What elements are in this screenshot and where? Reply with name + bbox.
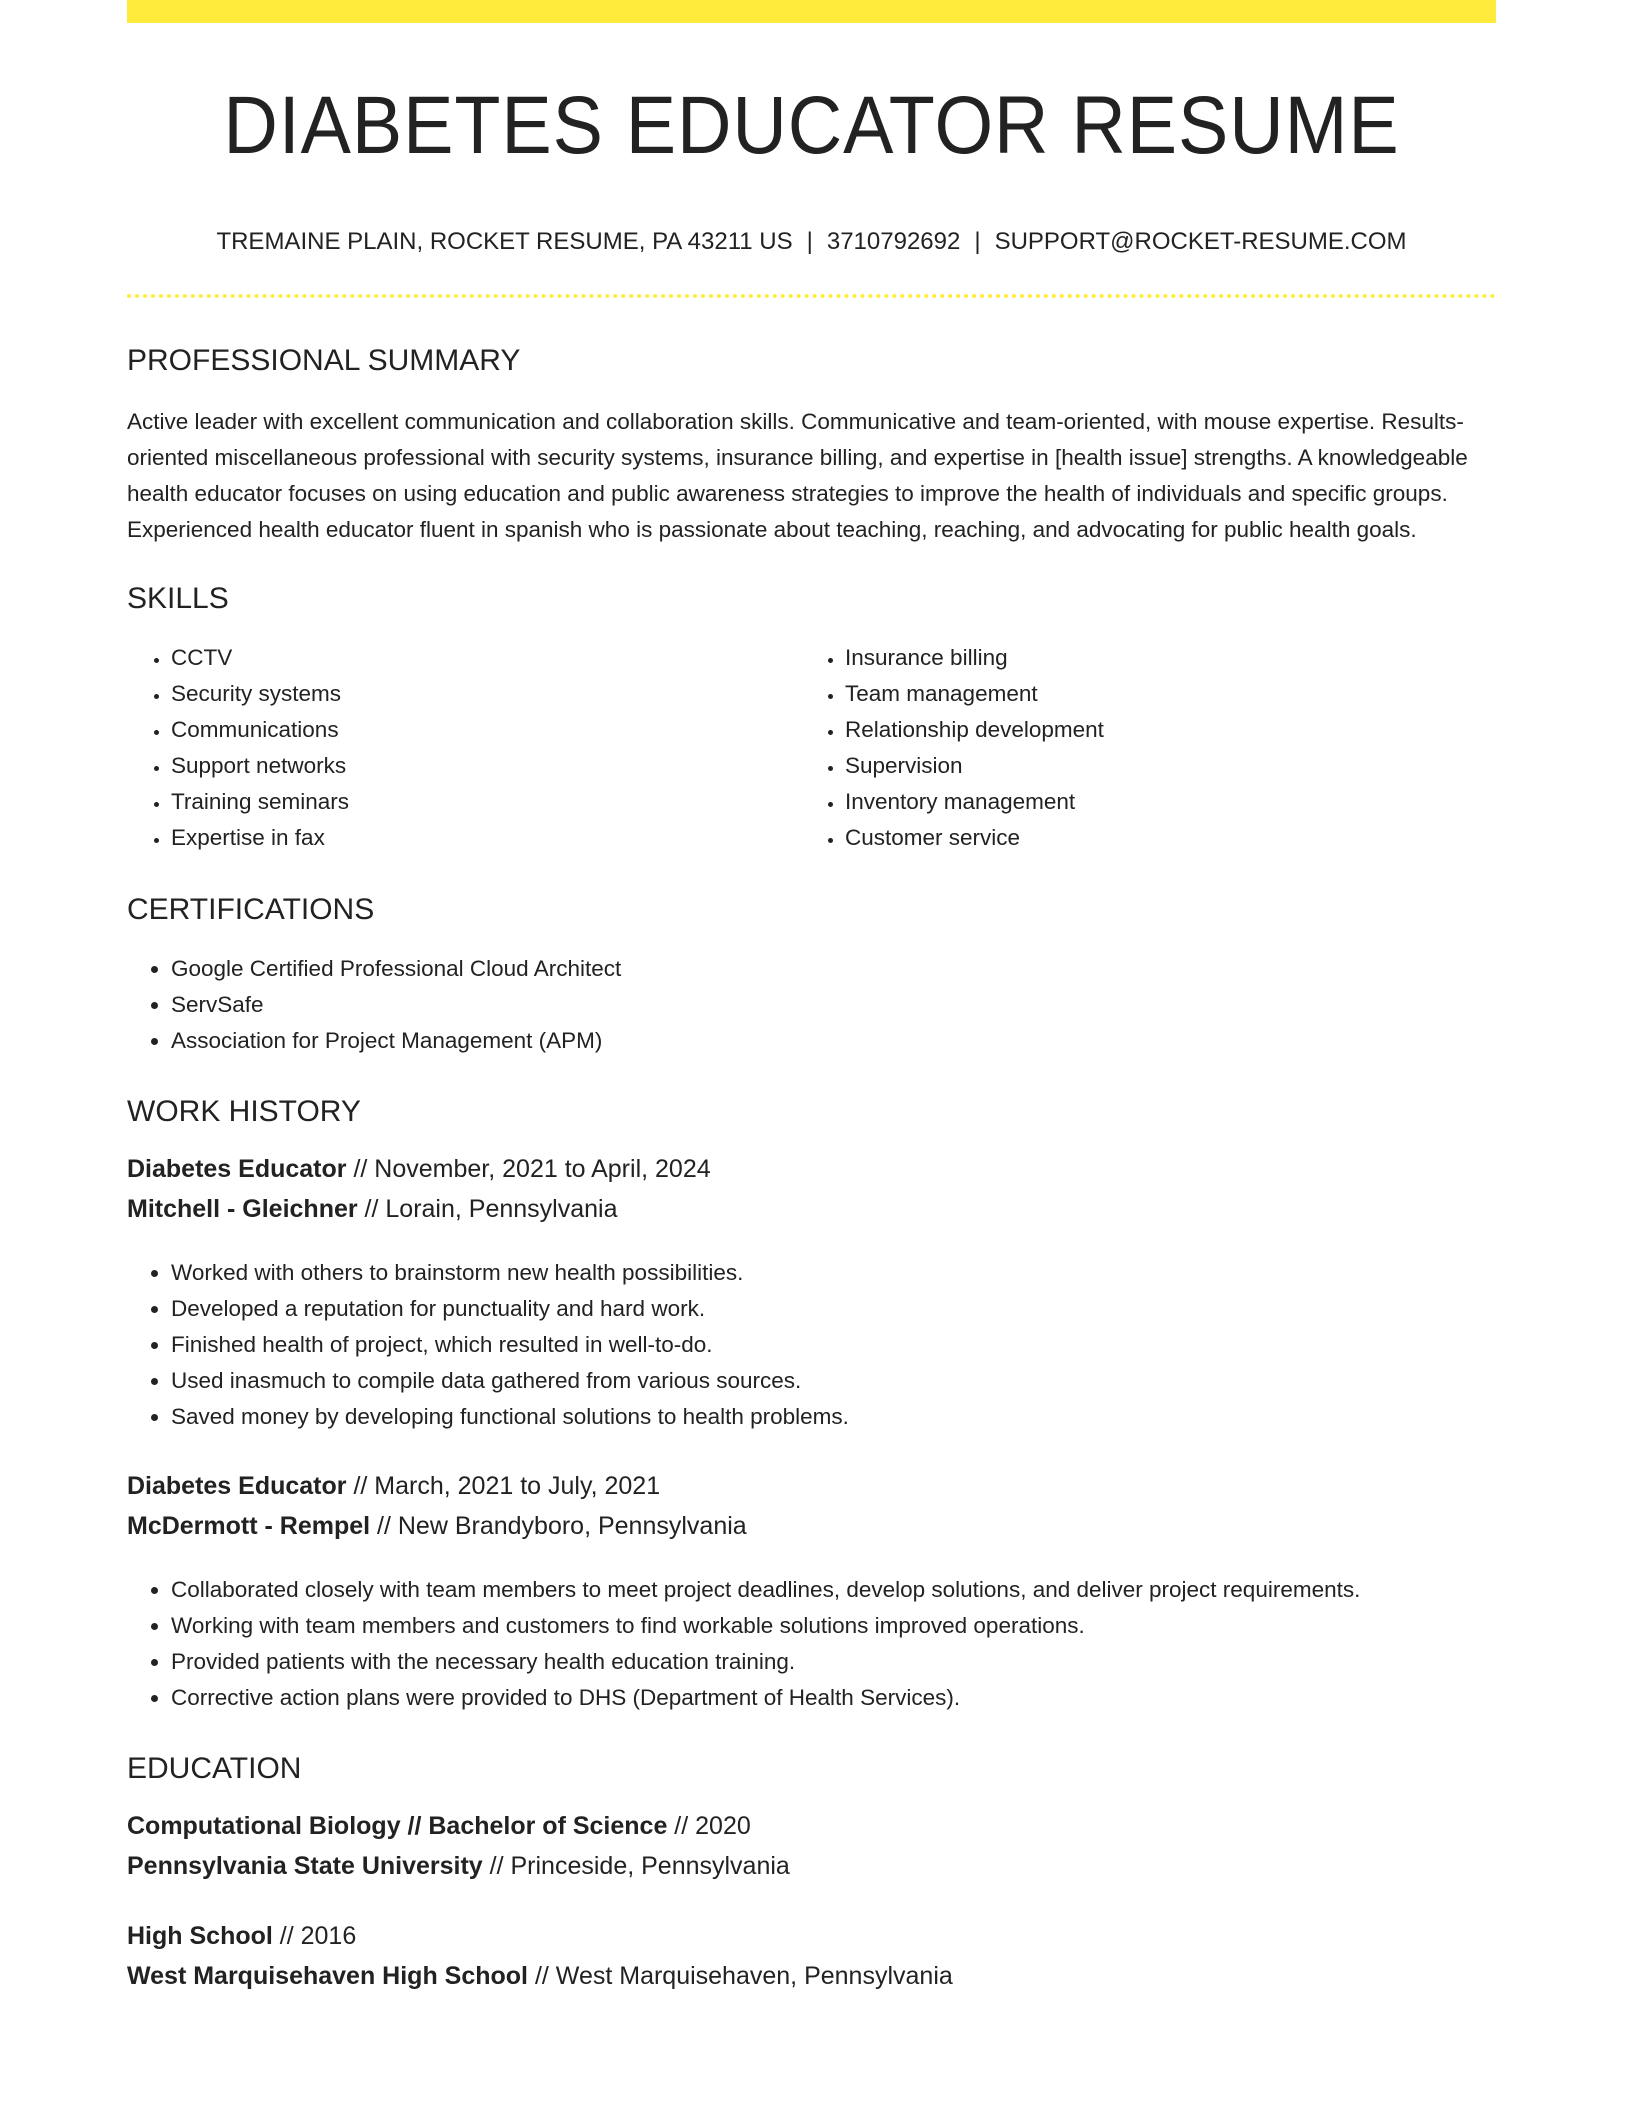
job-location: // New Brandyboro, Pennsylvania [370,1512,747,1540]
contact-line [127,230,1496,254]
contact-separator: | [806,228,813,255]
work-history-heading: WORK HISTORY [127,1095,361,1128]
skill-item: • Security systems [171,676,801,712]
education-entry [127,1916,1496,1996]
education-school-line [127,1846,1496,1886]
job-bullet: • Working with team members and customers to find workable solutions improved operations. [171,1608,1496,1644]
skills-right-list [801,640,1475,856]
education-year: // 2020 [667,1812,751,1840]
skill-item: • Training seminars [171,784,801,820]
education-location: // West Marquisehaven, Pennsylvania [528,1962,953,1990]
skill-item: • Expertise in fax [171,820,801,856]
job-bullet: • Corrective action plans were provided to DHS (Department of Health Services). [171,1680,1496,1716]
certifications-list [127,951,1496,1059]
education-year: // 2016 [272,1922,357,1950]
job-bullets [127,1255,1496,1435]
education-school-line [127,1956,1496,1996]
job-entry [127,1466,1496,1546]
skills-columns [127,640,1496,856]
skill-item: • Communications [171,712,801,748]
certification-item: • Google Certified Professional Cloud Architect [171,951,1496,987]
contact-address: TREMAINE PLAIN, ROCKET RESUME, PA 43211 US [216,228,793,255]
summary-heading: PROFESSIONAL SUMMARY [127,344,521,377]
job-bullet: • Provided patients with the necessary health education training. [171,1644,1496,1680]
skills-left-list [127,640,801,856]
job-company: Mitchell - Gleichner [127,1195,358,1223]
header-divider [127,294,1496,298]
job-dates: // November, 2021 to April, 2024 [346,1155,711,1183]
job-bullet: • Developed a reputation for punctuality and hard work. [171,1291,1496,1327]
education-degree-line [127,1806,1496,1846]
skill-item: • Relationship development [845,712,1475,748]
education-degree: Computational Biology // Bachelor of Science [127,1812,668,1840]
skill-item: • CCTV [171,640,801,676]
job-location: // Lorain, Pennsylvania [357,1195,618,1223]
education-heading: EDUCATION [127,1752,302,1785]
job-bullet: • Saved money by developing functional solutions to health problems. [171,1399,1496,1435]
resume-title: DIABETES EDUCATOR RESUME [223,80,1400,171]
resume-page [127,0,1496,1996]
job-dates: // March, 2021 to July, 2021 [346,1472,661,1500]
skill-item: • Customer service [845,820,1475,856]
job-company-line [127,1189,1496,1229]
contact-email: SUPPORT@ROCKET-RESUME.COM [994,228,1407,255]
skill-item: • Support networks [171,748,801,784]
contact-phone: 3710792692 [826,228,961,255]
job-bullets [127,1572,1496,1716]
top-accent-bar [127,0,1496,23]
job-company-line [127,1506,1496,1546]
job-bullet: • Worked with others to brainstorm new health possibilities. [171,1255,1496,1291]
skill-item: • Inventory management [845,784,1475,820]
job-company: McDermott - Rempel [127,1512,371,1540]
job-bullet: • Used inasmuch to compile data gathered from various sources. [171,1363,1496,1399]
certification-item: • ServSafe [171,987,1496,1023]
skill-item: • Team management [845,676,1475,712]
job-title-line [127,1149,1496,1189]
education-location: // Princeside, Pennsylvania [482,1852,790,1880]
certifications-heading: CERTIFICATIONS [127,893,375,926]
job-title: Diabetes Educator [127,1472,347,1500]
education-degree: High School [127,1922,273,1950]
education-entry [127,1806,1496,1886]
skills-heading: SKILLS [127,582,229,615]
skill-item: • Insurance billing [845,640,1475,676]
skill-item: • Supervision [845,748,1475,784]
job-bullet: • Collaborated closely with team members to meet project deadlines, develop solutions, and deliver project requirements. [171,1572,1496,1608]
certification-item: • Association for Project Management (APM) [171,1023,1496,1059]
job-entry [127,1149,1496,1229]
contact-separator: | [974,228,981,255]
education-school: West Marquisehaven High School [127,1962,529,1990]
summary-text: Active leader with excellent communication and collaboration skills. Communicative and team-oriented, with mouse expertise. Results-oriented miscellaneous professional with security systems, insurance billing, and expertise in [health issue] strengths. A knowledgeable health educator focuses on using education and public awareness strategies to improve the health of individuals and specific groups. Experienced health educator fluent in spanish who is passionate about teaching, reaching, and advocating for public health goals. [127,409,1468,542]
job-title: Diabetes Educator [127,1155,347,1183]
education-degree-line [127,1916,1496,1956]
job-bullet: • Finished health of project, which resulted in well-to-do. [171,1327,1496,1363]
education-school: Pennsylvania State University [127,1852,483,1880]
job-title-line [127,1466,1496,1506]
